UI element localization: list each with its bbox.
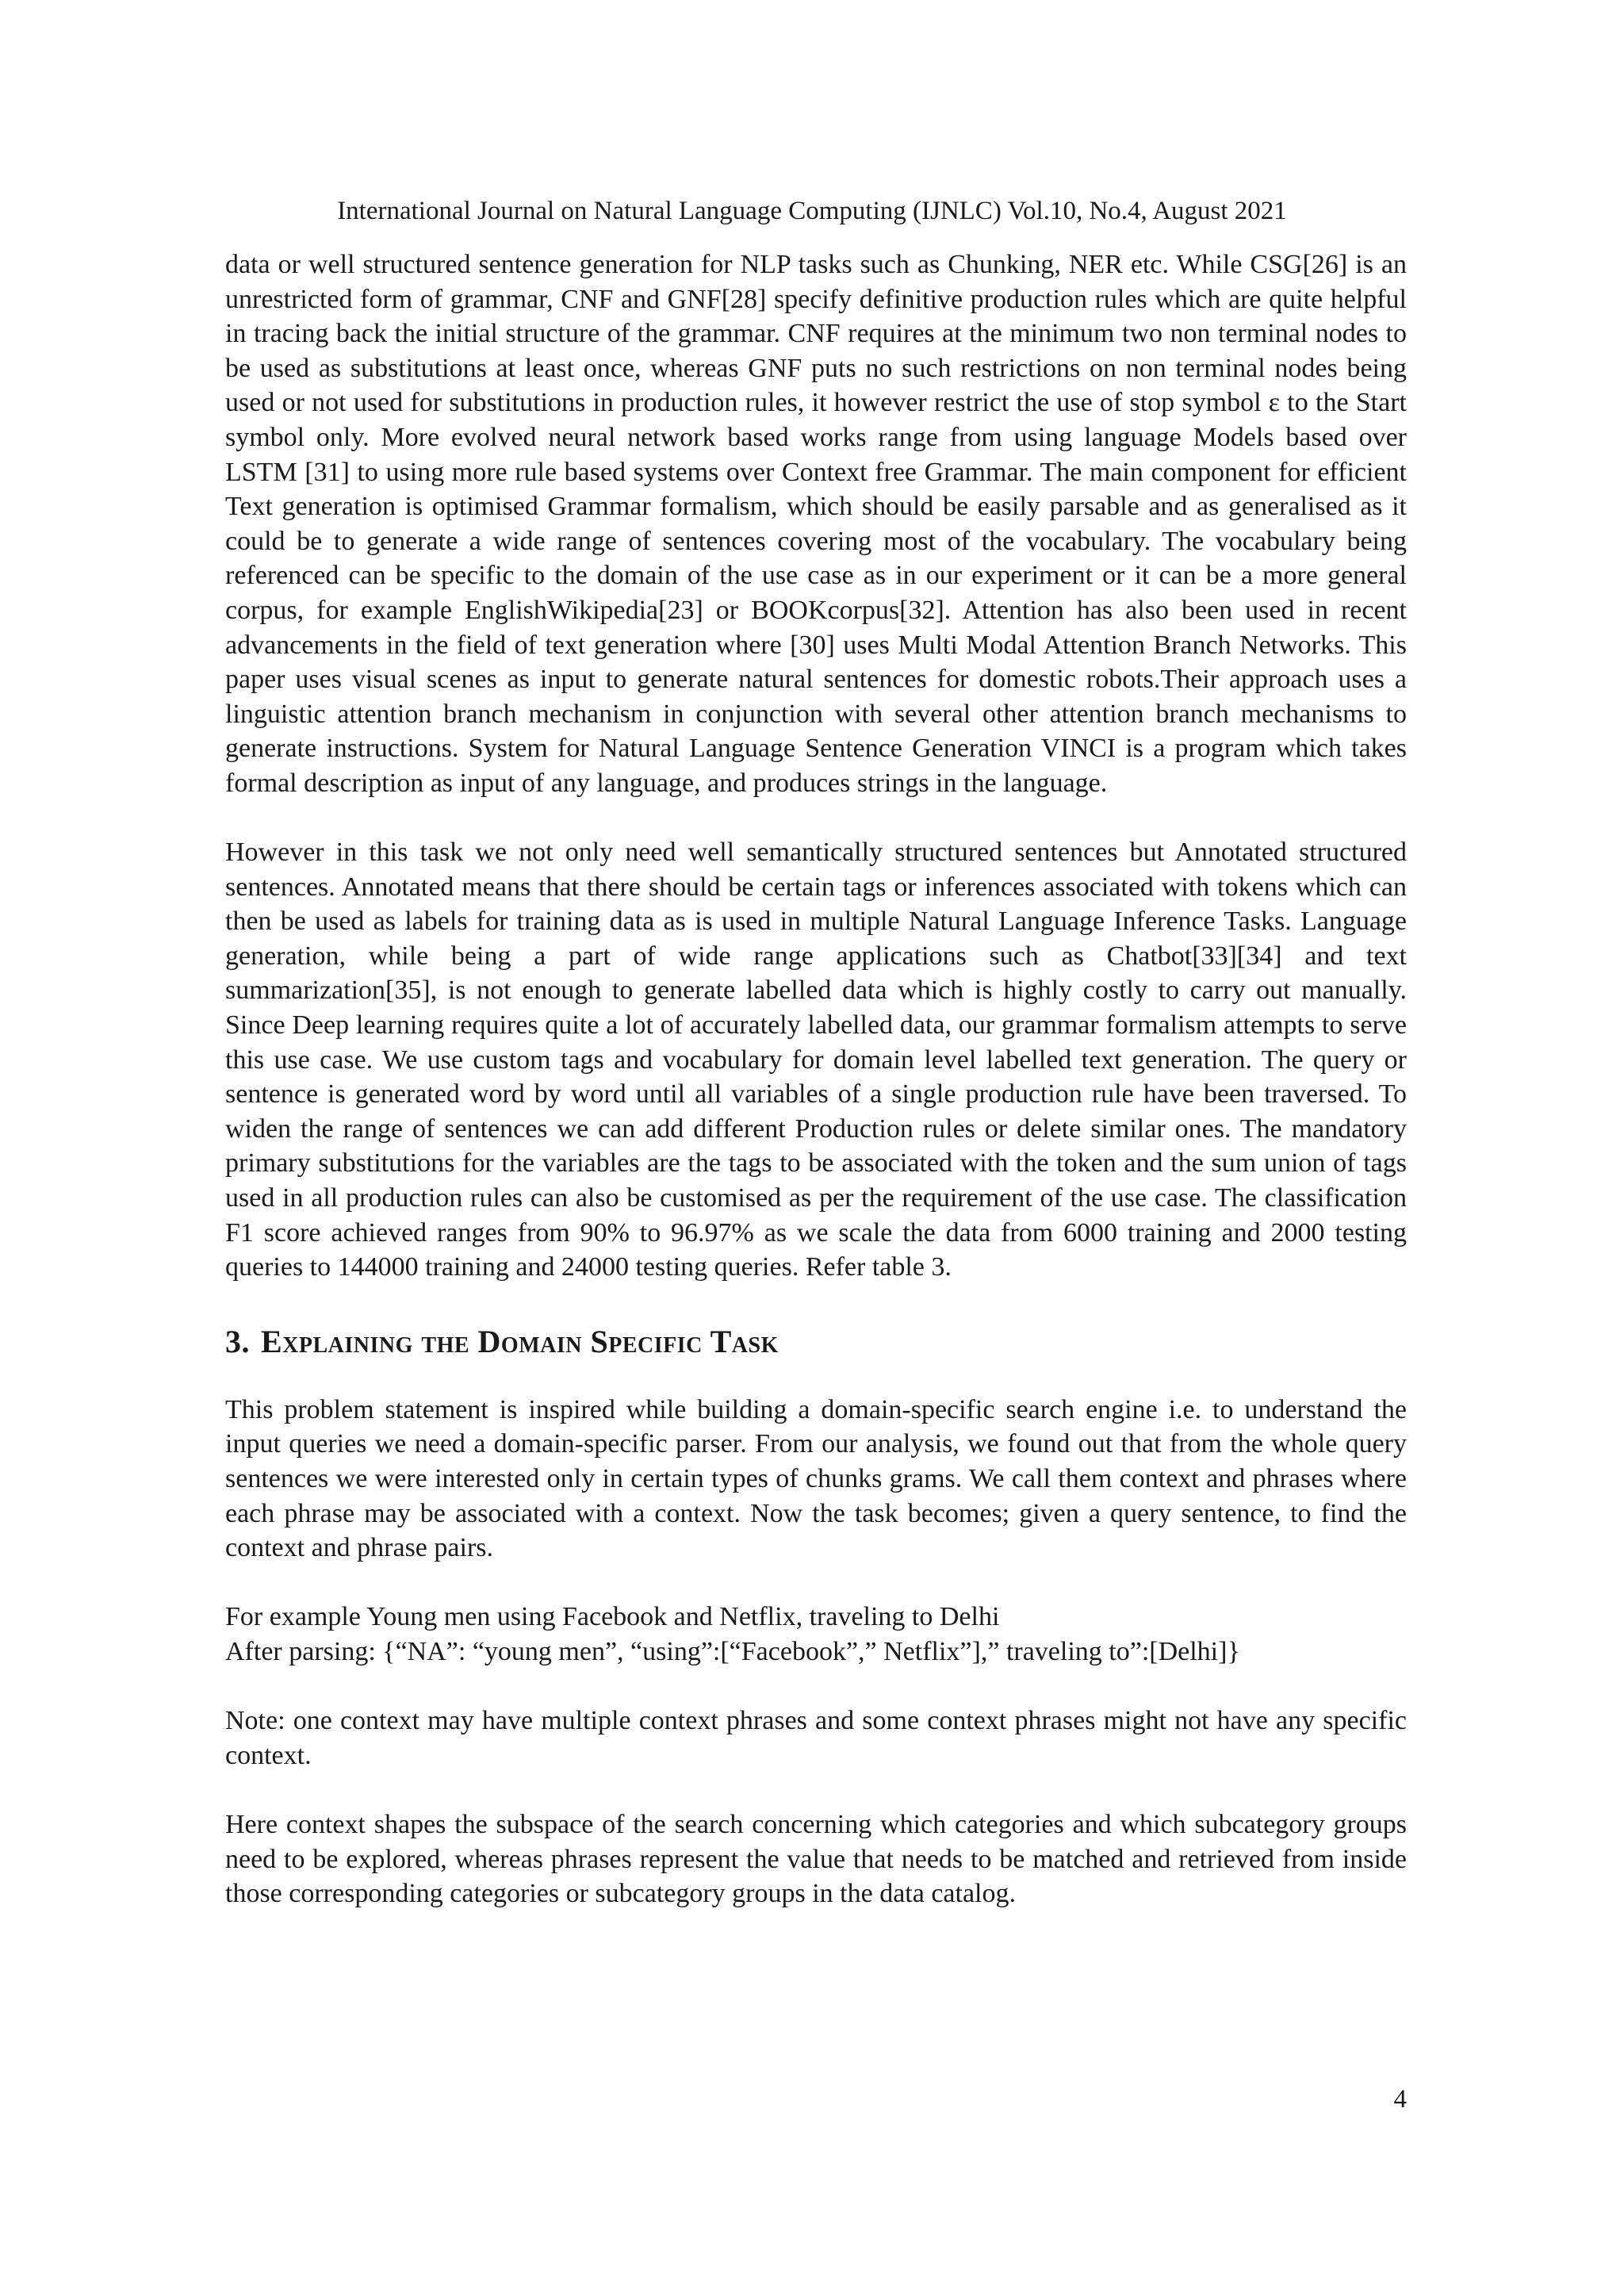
page-content: [225, 247, 1407, 1911]
body-paragraph: This problem statement is inspired while building a domain-specific search engine i.e. to understand the input queries we need a domain-specific parser. From our analysis, we found out that from the whole query sentences we were interested only in certain types of chunks grams. We call them context and phrases where each phrase may be associated with a context. Now the task becomes; given a query sentence, to find the context and phrase pairs.: [225, 1394, 1407, 1563]
section-title: Explaining the Domain Specific Task: [261, 1323, 779, 1359]
note-paragraph: Note: one context may have multiple context phrases and some context phrases might not have any specific context.: [225, 1706, 1407, 1770]
body-paragraph: However in this task we not only need well semantically structured sentences but Annotated structured sentences. Annotated means that there should be certain tags or inferences associated with tokens which can then be used as labels for training data as is used in multiple Natural Language Inference Tasks. Language generation, while being a part of wide range applications such as Chatbot[33][34] and text summarization[35], is not enough to generate labelled data which is highly costly to carry out manually. Since Deep learning requires quite a lot of accurately labelled data, our grammar formalism attempts to serve this use case. We use custom tags and vocabulary for domain level labelled text generation. The query or sentence is generated word by word until all variables of a single production rule have been traversed. To widen the range of sentences we can add different Production rules or delete similar ones. The mandatory primary substitutions for the variables are the tags to be associated with the token and the sum union of tags used in all production rules can also be customised as per the requirement of the use case. The classification F1 score achieved ranges from 90% to 96.97% as we scale the data from 6000 training and 2000 testing queries to 144000 training and 24000 testing queries. Refer table 3.: [225, 838, 1407, 1282]
body-paragraph: Here context shapes the subspace of the search concerning which categories and which subcategory groups need to be explored, whereas phrases represent the value that needs to be matched and retrieved from inside those corresponding categories or subcategory groups in the data catalog.: [225, 1809, 1407, 1909]
section-number: 3.: [225, 1323, 250, 1359]
page-number: 4: [1393, 2085, 1407, 2114]
running-header: International Journal on Natural Language Computing (IJNLC) Vol.10, No.4, August 2021: [337, 197, 1287, 225]
body-paragraph: data or well structured sentence generation for NLP tasks such as Chunking, NER etc. While CSG[26] is an unrestricted form of grammar, CNF and GNF[28] specify definitive production rules which are quite helpful in tracing back the initial structure of the grammar. CNF requires at the minimum two non terminal nodes to be used as substitutions at least once, whereas GNF puts no such restrictions on non terminal nodes being used or not used for substitutions in production rules, it however restrict the use of stop symbol ε to the Start symbol only. More evolved neural network based works range from using language Models based over LSTM [31] to using more rule based systems over Context free Grammar. The main component for efficient Text generation is optimised Grammar formalism, which should be easily parsable and as generalised as it could be to generate a wide range of sentences covering most of the vocabulary. The vocabulary being referenced can be specific to the domain of the use case as in our experiment or it can be a more general corpus, for example EnglishWikipedia[23] or BOOKcorpus[32]. Attention has also been used in recent advancements in the field of text generation where [30] uses Multi Modal Attention Branch Networks. This paper uses visual scenes as input to generate natural sentences for domestic robots.Their approach uses a linguistic attention branch mechanism in conjunction with several other attention branch mechanisms to generate instructions. System for Natural Language Sentence Generation VINCI is a program which takes formal description as input of any language, and produces strings in the language.: [225, 250, 1407, 798]
parsing-result-line: After parsing: {“NA”: “young men”, “using”:[“Facebook”,” Netflix”],” traveling to”:[Delhi]}: [225, 1636, 1240, 1666]
example-line: For example Young men using Facebook and Netflix, traveling to Delhi: [225, 1602, 1000, 1632]
section-heading: [225, 1323, 1407, 1361]
